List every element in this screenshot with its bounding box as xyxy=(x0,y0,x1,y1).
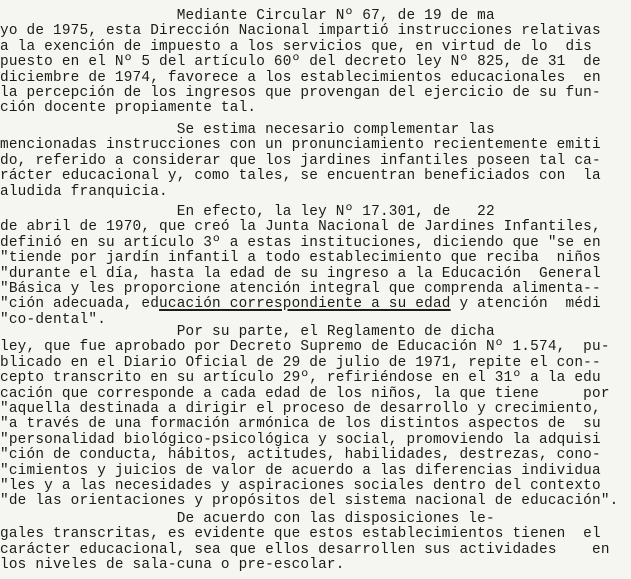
paragraph-1-line: la percepción de los ingresos que provengan del ejercicio de su fun- xyxy=(0,85,601,101)
underlined-phrase: ucación correspondiente a su edad xyxy=(159,296,451,313)
paragraph-3-line: "durante el día, hasta la edad de su ingreso a la Educación General xyxy=(0,265,601,282)
paragraph-2-line: do, referido a considerar que los jardines infantiles poseen tal ca- xyxy=(0,152,601,169)
paragraph-5-line: carácter educacional, sea que ellos desarrollen sus actividades en xyxy=(0,541,610,558)
paragraph-1-line: a la exención de impuesto a los servicios que, en virtud de lo dis xyxy=(0,38,592,55)
paragraph-4-line: "les y a las necesidades y aspiraciones sociales dentro del contexto xyxy=(0,478,601,494)
paragraph-3-line: definió en su artículo 3º a estas instituciones, diciendo que "se en xyxy=(0,234,601,251)
paragraph-4-line: cación que corresponde a cada edad de los niños, la que tiene por xyxy=(0,385,610,402)
paragraph-4-line: blicado en el Diario Oficial de 29 de julio de 1971, repite el con-- xyxy=(0,354,601,371)
paragraph-3-line: de abril de 1970, que creó la Junta Nacional de Jardines Infantiles, xyxy=(0,219,601,236)
paragraph-5-line: los niveles de sala-cuna o pre-escolar. xyxy=(0,557,345,574)
paragraph-5-line: De acuerdo con las disposiciones le- xyxy=(0,511,495,527)
paragraph-1-line: puesto en el Nº 5 del artículo 60º del decreto ley Nº 825, de 31 de xyxy=(0,54,601,71)
paragraph-4-line: "cimientos y juicios de valor de acuerdo a las diferencias individua xyxy=(0,462,601,479)
paragraph-2-line: aludida franquicia. xyxy=(0,183,168,200)
paragraph-3-line: "co-dental". xyxy=(0,311,107,328)
paragraph-4-line: "a través de una formación armónica de los distintos aspectos de su xyxy=(0,416,601,433)
paragraph-1-line: Mediante Circular Nº 67, de 19 de ma xyxy=(0,8,495,24)
paragraph-4-line: "de las orientaciones y propósitos del sistema nacional de educación". xyxy=(0,493,619,510)
paragraph-3-line: En efecto, la ley Nº 17.301, de 22 xyxy=(0,204,495,220)
paragraph-3-line: "Básica y les proporcione atención integral que comprenda alimenta-- xyxy=(0,281,601,297)
paragraph-1-line: yo de 1975, esta Dirección Nacional impartió instrucciones relativas xyxy=(0,23,601,40)
paragraph-4-line: ley, que fue aprobado por Decreto Supremo de Educación Nº 1.574, pu- xyxy=(0,339,610,356)
paragraph-4-line: cepto transcrito en su artículo 29º, refiriéndose en el 31º a la edu xyxy=(0,370,601,387)
paragraph-4-line: "aquella destinada a dirigir el proceso de desarrollo y crecimiento, xyxy=(0,401,601,417)
paragraph-2-line: rácter educacional y, como tales, se encuentran beneficiados con la xyxy=(0,168,601,185)
paragraph-2-line: mencionadas instrucciones con un pronunciamiento recientemente emiti xyxy=(0,137,601,154)
paragraph-5-line: gales transcritas, es evidente que estos establecimientos tienen el xyxy=(0,526,601,543)
paragraph-3-line: "tiende por jardín infantil a todo establecimiento que reciba niños xyxy=(0,250,601,267)
paragraph-3-line: "ción adecuada, educación correspondiente a su edad y atención médi xyxy=(0,296,601,313)
paragraph-4-line: "personalidad biológico-psicológica y social, promoviendo la adquisi xyxy=(0,431,601,448)
paragraph-1-line: diciembre de 1974, favorece a los establecimientos educacionales en xyxy=(0,69,601,86)
paragraph-4-line: "ción de conducta, hábitos, actitudes, habilidades, destrezas, cono- xyxy=(0,447,601,464)
paragraph-2-line: Se estima necesario complementar las xyxy=(0,122,495,138)
paragraph-4-line: Por su parte, el Reglamento de dicha xyxy=(0,324,495,340)
paragraph-1-line: ción docente propiamente tal. xyxy=(0,100,257,117)
